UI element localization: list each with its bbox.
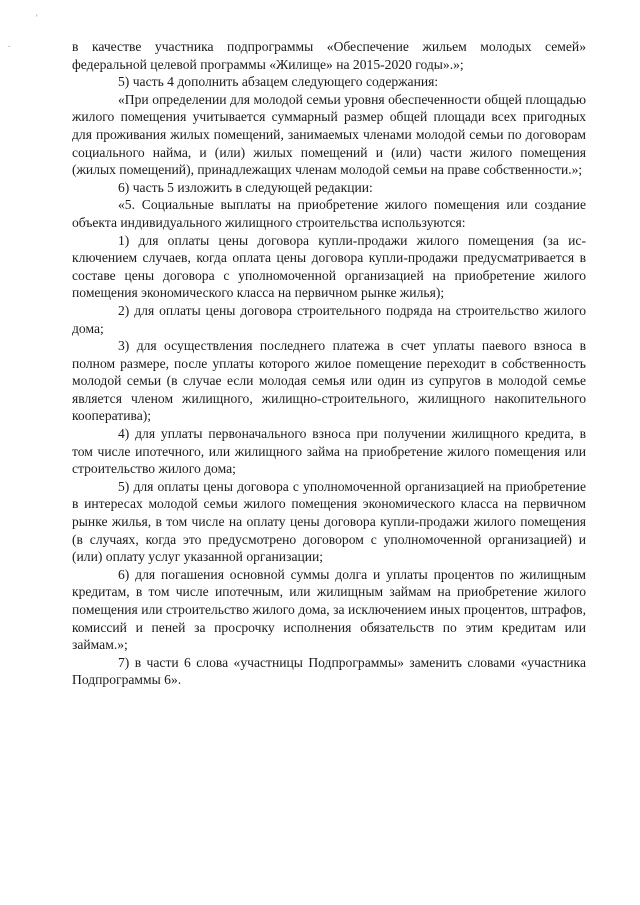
paragraph-subitem-5: 5) для оплаты цены договора с уполномоченной организацией на приобретение в интересах молодой семьи жилого помещения экономического класса на первичном рынке жилья, в том числе на оплату цены договора купли-продажи жилого помещения (в случаях, когда это предусмотрено договором с уполномоченной организацией) и (или) оплату услуг указанной организации; [72, 478, 586, 565]
paragraph-subitem-6: 6) для погашения основной суммы долга и уплаты процентов по жилищным кредитам, в том числе ипотечным, или жилищным займам на приобретение жилого помещения или строительство жилого дома, за исключением иных процентов, штрафов, комиссий и пеней за просрочку исполнения обязательств по этим кредитам или займам.»; [72, 566, 586, 653]
scan-mark-left: . [8, 39, 11, 49]
paragraph-subitem-4: 4) для уплаты первоначального взноса при получении жилищного кредита, в том числе ипотечного, или жилищного займа на приобретение жилого помещения или строительство жилого дома; [72, 426, 586, 477]
paragraph-subitem-2: 2) для оплаты цены договора строительного подряда на строительство жилого дома; [72, 302, 586, 336]
paragraph-item-6: 6) часть 5 изложить в следующей редакции: [118, 179, 373, 195]
paragraph-part-5-intro: «5. Социальные выплаты на приобретение жилого помещения или создание объекта индивидуального жилищного строительства используются: [72, 197, 586, 230]
paragraph-continuation: в качестве участника подпрограммы «Обеспечение жильем молодых семей» федеральной целевой программы «Жилище» на 2015-2020 годы».»; [72, 39, 586, 72]
scan-mark-top: ' [36, 13, 38, 23]
paragraph-subitem-1: 1) для оплаты цены договора купли-продажи жилого помещения (за исключением случаев, когда оплата цены договора купли-продажи предусматривается в составе цены договора с уполномоченной организацией на приобретение жилого помещения экономического класса на первичном рынке жилья); [72, 232, 586, 301]
paragraph-quoted-addition: «При определении для молодой семьи уровня обеспеченности общей площадью жилого помещения учитывается суммарный размер общей площади всех пригодных для проживания жилых помещений, занимаемых членами молодой семьи по договорам социального найма, и (или) жилых помещений и (или) части жилого помещения (жилых помещений), принадлежащих членам молодой семьи на праве собственности.»; [72, 91, 586, 178]
paragraph-subitem-3: 3) для осуществления последнего платежа в счет уплаты паевого взноса в полном размере, после уплаты которого жилое помещение переходит в собственность молодой семьи (в случае если молодая семья или один из супругов в молодой семье является членом жилищного, жилищно-строительного, жилищного накопительного кооператива); [72, 338, 586, 424]
document-body [72, 38, 586, 689]
paragraph-item-5: 5) часть 4 дополнить абзацем следующего содержания: [118, 74, 439, 90]
paragraph-item-7: 7) в части 6 слова «участницы Подпрограммы» заменить словами «участника Подпрограммы 6». [72, 654, 586, 688]
